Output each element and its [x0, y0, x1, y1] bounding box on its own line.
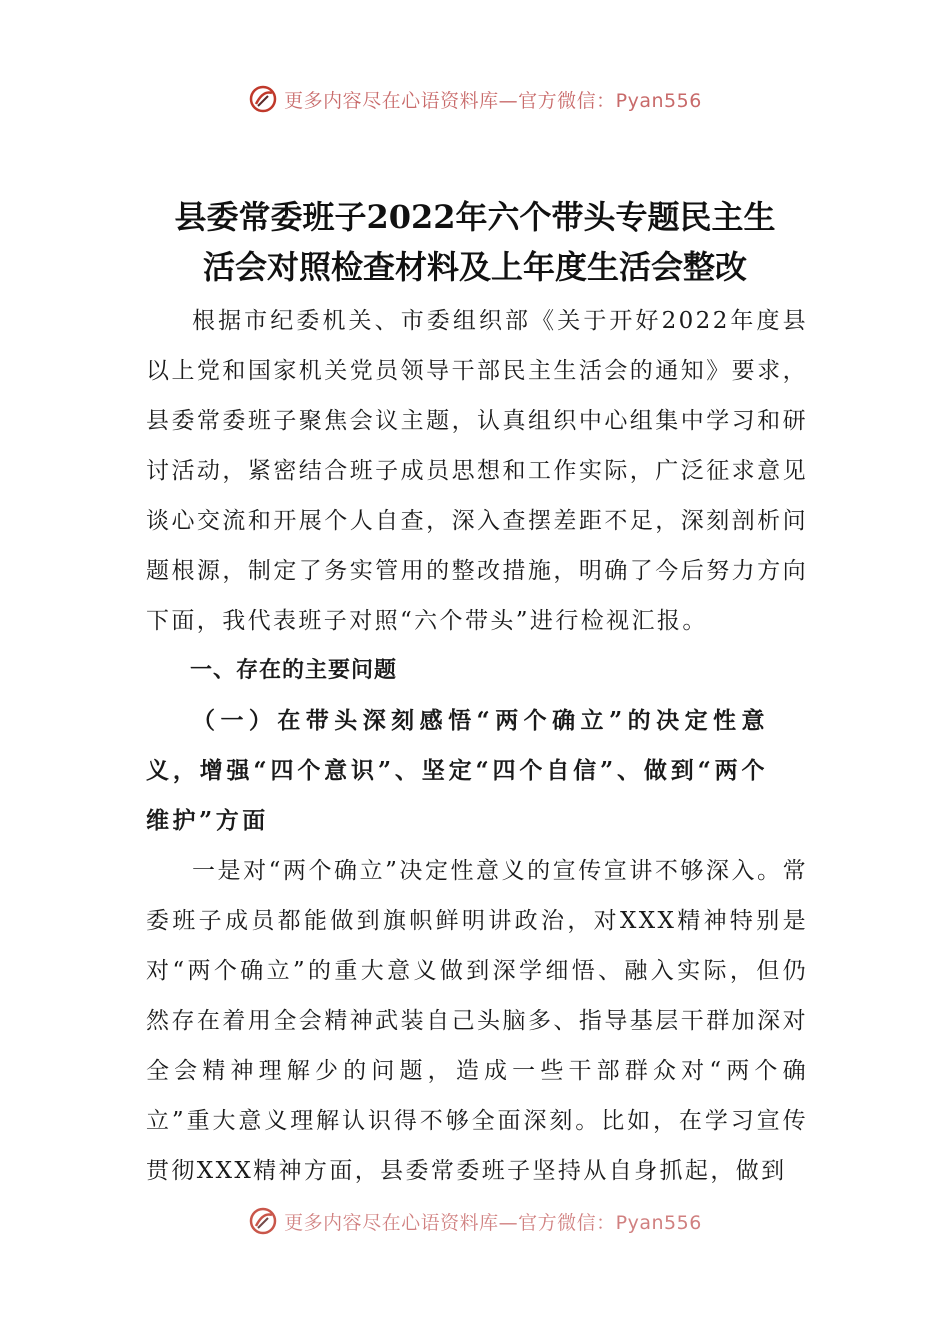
body-paragraph: 一是对“两个确立”决定性意义的宣传宣讲不够深入。常委班子成员都能做到旗帜鲜明讲政治，对XXX精神特别是对“两个确立”的重大意义做到深学细悟、融入实际，但仍然存在着用全会精神武装自己头脑多、指导基层干群加深对全会精神理解少的问题，造成一些干部群众对“两个确立”重大意义理解认识得不够全面深刻。比如，在学习宣传贯彻XXX精神方面，县委常委班子坚持从自身抓起，做到	[146, 858, 808, 1184]
document-body	[146, 296, 808, 1196]
brand-logo-icon	[248, 84, 278, 114]
intro-paragraph: 根据市纪委机关、市委组织部《关于开好2022年度县以上党和国家机关党员领导干部民主生活会的通知》要求，县委常委班子聚焦会议主题，认真组织中心组集中学习和研讨活动，紧密结合班子成员思想和工作实际，广泛征求意见谈心交流和开展个人自查，深入查摆差距不足，深刻剖析问题根源，制定了务实管用的整改措施，明确了今后努力方向下面，我代表班子对照“六个带头”进行检视汇报。	[146, 308, 808, 634]
watermark-footer	[0, 1206, 950, 1236]
title-line-1: 县委常委班子2022年六个带头专题民主生	[174, 198, 776, 236]
watermark-text: 更多内容尽在心语资料库—官方微信：Pyan556	[284, 89, 702, 112]
brand-logo-icon	[248, 1206, 278, 1236]
watermark-text: 更多内容尽在心语资料库—官方微信：Pyan556	[284, 1211, 702, 1234]
subsection-heading: （一）在带头深刻感悟“两个确立”的决定性意义，增强“四个意识”、坚定“四个自信”、做到“两个维护”方面	[146, 707, 768, 834]
title-line-2: 活会对照检查材料及上年度生活会整改	[202, 248, 747, 286]
watermark-header	[0, 84, 950, 114]
section-heading: 一、存在的主要问题	[190, 658, 398, 683]
document-title	[120, 192, 830, 292]
